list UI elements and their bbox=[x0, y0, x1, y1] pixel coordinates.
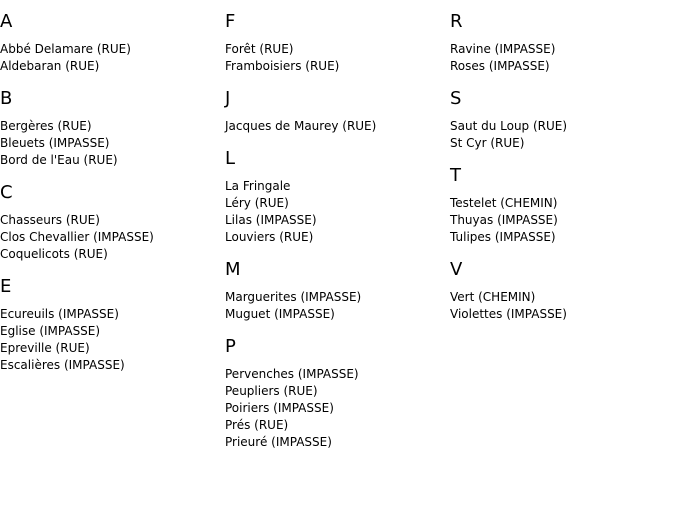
letter-section-c bbox=[0, 181, 225, 263]
street-link[interactable]: Aldebaran (RUE) bbox=[0, 59, 100, 73]
letter-section-v bbox=[450, 258, 675, 323]
street-link[interactable]: Ecureuils (IMPASSE) bbox=[0, 307, 119, 321]
section-letter-heading: T bbox=[450, 165, 461, 186]
street-link[interactable]: Roses (IMPASSE) bbox=[450, 59, 550, 73]
section-letter-heading: M bbox=[225, 259, 241, 280]
street-link[interactable]: Lilas (IMPASSE) bbox=[225, 213, 317, 227]
letter-section-e bbox=[0, 275, 225, 374]
letter-section-l bbox=[225, 147, 450, 246]
street-link[interactable]: Escalières (IMPASSE) bbox=[0, 358, 125, 372]
section-letter-heading: L bbox=[225, 148, 236, 169]
section-letter-heading: F bbox=[225, 11, 236, 32]
section-letter-heading: S bbox=[450, 88, 462, 109]
street-link[interactable]: Saut du Loup (RUE) bbox=[450, 119, 568, 133]
street-index-column-2 bbox=[225, 0, 450, 463]
street-link[interactable]: Marguerites (IMPASSE) bbox=[225, 290, 362, 304]
street-link[interactable]: Chasseurs (RUE) bbox=[0, 213, 100, 227]
letter-section-p bbox=[225, 335, 450, 451]
street-link[interactable]: Prieuré (IMPASSE) bbox=[225, 435, 332, 449]
street-link[interactable]: Thuyas (IMPASSE) bbox=[450, 213, 558, 227]
street-link[interactable]: Prés (RUE) bbox=[225, 418, 289, 432]
street-link[interactable]: Pervenches (IMPASSE) bbox=[225, 367, 359, 381]
street-link[interactable]: Testelet (CHEMIN) bbox=[450, 196, 558, 210]
section-letter-heading: A bbox=[0, 11, 13, 32]
letter-section-a bbox=[0, 10, 225, 75]
street-link[interactable]: Coquelicots (RUE) bbox=[0, 247, 108, 261]
street-link[interactable]: Framboisiers (RUE) bbox=[225, 59, 340, 73]
street-link[interactable]: Epreville (RUE) bbox=[0, 341, 90, 355]
street-link[interactable]: Forêt (RUE) bbox=[225, 42, 294, 56]
street-index-column-1 bbox=[0, 0, 225, 386]
street-link[interactable]: Vert (CHEMIN) bbox=[450, 290, 536, 304]
street-link[interactable]: Eglise (IMPASSE) bbox=[0, 324, 101, 338]
letter-section-s bbox=[450, 87, 675, 152]
street-link[interactable]: Violettes (IMPASSE) bbox=[450, 307, 567, 321]
section-letter-heading: C bbox=[0, 182, 13, 203]
street-link[interactable]: Louviers (RUE) bbox=[225, 230, 314, 244]
street-link[interactable]: Poiriers (IMPASSE) bbox=[225, 401, 334, 415]
street-link[interactable]: Bord de l'Eau (RUE) bbox=[0, 153, 118, 167]
street-link[interactable]: St Cyr (RUE) bbox=[450, 136, 525, 150]
letter-section-b bbox=[0, 87, 225, 169]
letter-section-t bbox=[450, 164, 675, 246]
street-link[interactable]: Ravine (IMPASSE) bbox=[450, 42, 556, 56]
section-letter-heading: V bbox=[450, 259, 463, 280]
letter-section-r bbox=[450, 10, 675, 75]
street-link[interactable]: Jacques de Maurey (RUE) bbox=[225, 119, 377, 133]
section-letter-heading: J bbox=[225, 88, 231, 109]
letter-section-m bbox=[225, 258, 450, 323]
section-letter-heading: E bbox=[0, 276, 12, 297]
section-letter-heading: P bbox=[225, 336, 236, 357]
street-link[interactable]: Clos Chevallier (IMPASSE) bbox=[0, 230, 154, 244]
section-letter-heading: R bbox=[450, 11, 463, 32]
street-link[interactable]: Bleuets (IMPASSE) bbox=[0, 136, 110, 150]
street-link[interactable]: Bergères (RUE) bbox=[0, 119, 92, 133]
street-index-column-3 bbox=[450, 0, 675, 335]
street-link[interactable]: Léry (RUE) bbox=[225, 196, 289, 210]
street-link[interactable]: Tulipes (IMPASSE) bbox=[450, 230, 556, 244]
street-link[interactable]: Abbé Delamare (RUE) bbox=[0, 42, 131, 56]
letter-section-f bbox=[225, 10, 450, 75]
street-link[interactable]: Peupliers (RUE) bbox=[225, 384, 318, 398]
section-letter-heading: B bbox=[0, 88, 13, 109]
street-link[interactable]: La Fringale bbox=[225, 179, 291, 193]
letter-section-j bbox=[225, 87, 450, 135]
street-link[interactable]: Muguet (IMPASSE) bbox=[225, 307, 335, 321]
